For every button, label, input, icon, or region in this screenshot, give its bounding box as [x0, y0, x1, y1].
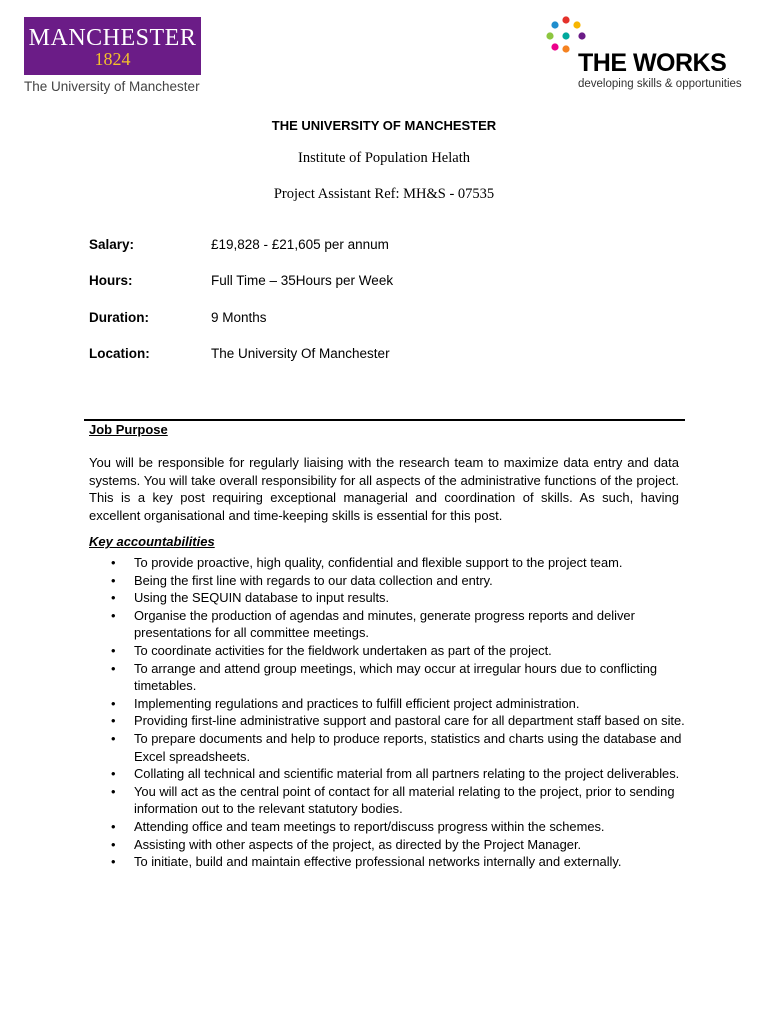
logo-dot: [551, 21, 558, 28]
detail-label: Location:: [89, 346, 150, 361]
list-item: • Collating all technical and scientific material from all partners relating to the project deliverables.: [89, 765, 689, 783]
list-item: • Implementing regulations and practices to fulfill efficient project administration.: [89, 695, 689, 713]
list-item: • To coordinate activities for the fieldwork undertaken as part of the project.: [89, 642, 689, 660]
the-works-title: THE WORKS: [578, 49, 727, 77]
logo-dot: [562, 32, 569, 39]
detail-label: Hours:: [89, 273, 133, 288]
logo-dot: [546, 32, 553, 39]
institute-heading: Institute of Population Helath: [298, 150, 470, 166]
list-item: • Using the SEQUIN database to input results.: [89, 589, 689, 607]
university-heading: THE UNIVERSITY OF MANCHESTER: [271, 118, 497, 133]
key-accountabilities-title: Key accountabilities: [89, 534, 215, 549]
list-item: • To prepare documents and help to produce reports, statistics and charts using the database and Excel spreadsheets.: [89, 730, 689, 765]
key-accountabilities-list: [89, 554, 689, 871]
job-purpose-title: Job Purpose: [89, 422, 168, 437]
the-works-logo: [546, 16, 746, 94]
logo-dot: [551, 43, 558, 50]
university-logo-box: [24, 17, 201, 75]
job-purpose-text: You will be responsible for regularly liaising with the research team to maximize data entry and data systems. You will take overall responsibility for all aspects of the administrative functions of the project. This is a key post requiring exceptional managerial and coordination of skills. As such, having excellent organisational and time-keeping skills is essential for this post.: [89, 455, 679, 523]
logo-dot: [562, 45, 569, 52]
detail-label: Duration:: [89, 310, 149, 325]
university-logo: [24, 17, 201, 94]
project-reference: Project Assistant Ref: MH&S - 07535: [273, 186, 495, 202]
list-item: • Being the first line with regards to our data collection and entry.: [89, 572, 689, 590]
list-item: • You will act as the central point of contact for all material relating to the project, prior to sending information out to the relevant statutory bodies.: [89, 783, 689, 818]
logo-dot: [578, 32, 585, 39]
section-divider: [84, 419, 685, 421]
list-item: • Assisting with other aspects of the project, as directed by the Project Manager.: [89, 836, 689, 854]
list-item: • To initiate, build and maintain effective professional networks internally and externally.: [89, 853, 689, 871]
university-founding-year: 1824: [94, 49, 131, 69]
detail-value: The University Of Manchester: [211, 346, 390, 361]
detail-value: £19,828 - £21,605 per annum: [211, 237, 389, 252]
the-works-tagline: developing skills & opportunities: [578, 78, 742, 90]
logo-dot: [562, 16, 569, 23]
list-item: • Providing first-line administrative support and pastoral care for all department staff based on site.: [89, 712, 689, 730]
logo-dot: [573, 21, 580, 28]
list-item: • Attending office and team meetings to report/discuss progress within the schemes.: [89, 818, 689, 836]
list-item: • Organise the production of agendas and minutes, generate progress reports and deliver presentations for all committee meetings.: [89, 607, 689, 642]
detail-label: Salary:: [89, 237, 135, 252]
university-logo-subtitle: The University of Manchester: [24, 79, 200, 94]
university-wordmark: MANCHESTER: [28, 25, 197, 51]
list-item: • To arrange and attend group meetings, which may occur at irregular hours due to conflicting timetables.: [89, 660, 689, 695]
list-item: • To provide proactive, high quality, confidential and flexible support to the project team.: [89, 554, 689, 572]
detail-value: Full Time – 35Hours per Week: [211, 273, 394, 288]
detail-value: 9 Months: [211, 310, 267, 325]
